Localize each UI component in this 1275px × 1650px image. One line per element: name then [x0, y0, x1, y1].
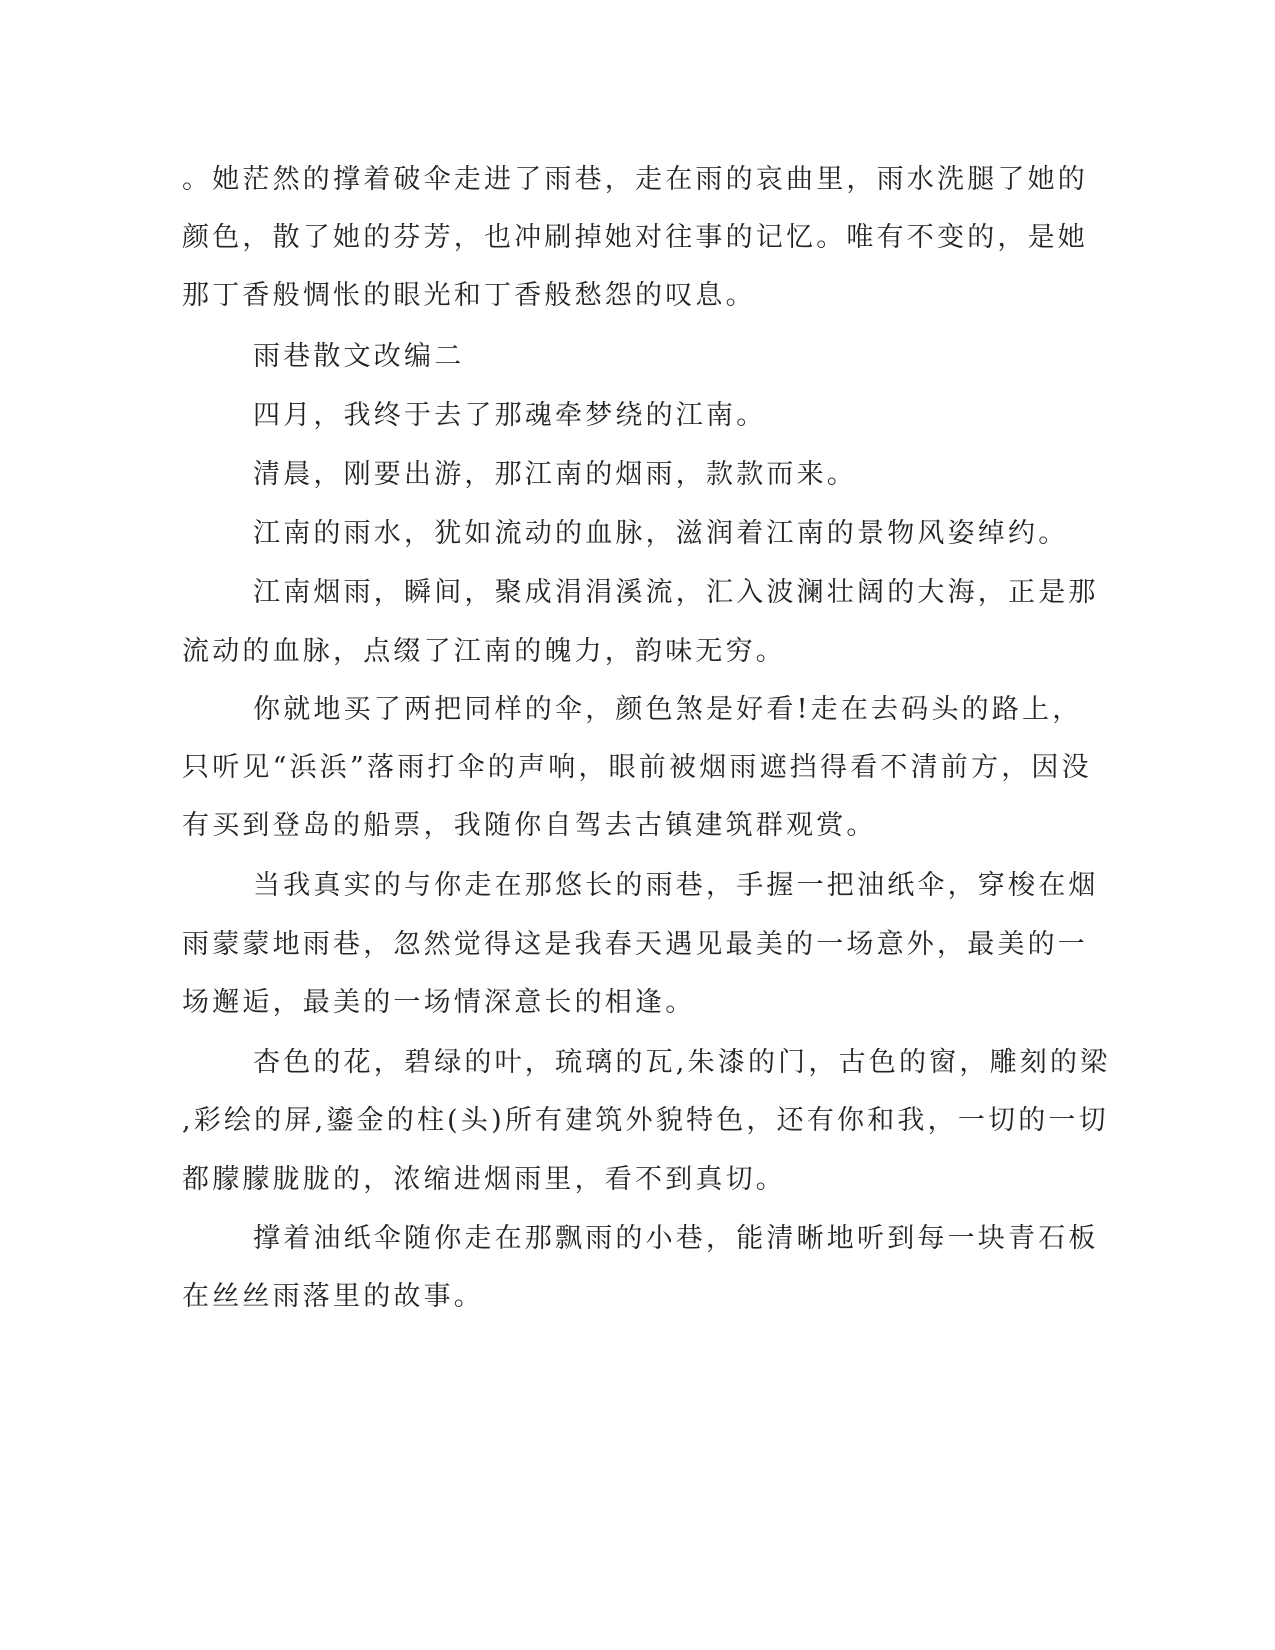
- text-line-7: 江南的雨水，犹如流动的血脉，滋润着江南的景物风姿绰约。: [253, 518, 1069, 549]
- text-line-1: 。她茫然的撑着破伞走进了雨巷，走在雨的哀曲里，雨水洗腿了她的: [182, 164, 1088, 195]
- text-line-2: 颜色，散了她的芬芳，也冲刷掉她对往事的记忆。唯有不变的，是她: [182, 222, 1088, 253]
- text-line-15: 场邂逅，最美的一场情深意长的相逢。: [182, 987, 696, 1018]
- text-line-9: 流动的血脉，点缀了江南的魄力，韵味无穷。: [182, 636, 786, 667]
- text-line-19: 撑着油纸伞随你走在那飘雨的小巷，能清晰地听到每一块青石板: [253, 1223, 1099, 1254]
- text-line-12: 有买到登岛的船票，我随你自驾去古镇建筑群观赏。: [182, 810, 877, 841]
- text-line-3: 那丁香般惆怅的眼光和丁香般愁怨的叹息。: [182, 280, 756, 311]
- text-line-20: 在丝丝雨落里的故事。: [182, 1281, 484, 1312]
- text-line-18: 都朦朦胧胧的，浓缩进烟雨里，看不到真切。: [182, 1164, 786, 1195]
- section-heading: 雨巷散文改编二: [253, 341, 465, 372]
- text-line-13: 当我真实的与你走在那悠长的雨巷，手握一把油纸伞，穿梭在烟: [253, 870, 1099, 901]
- text-line-16: 杏色的花，碧绿的叶，琉璃的瓦,朱漆的门，古色的窗，雕刻的梁: [253, 1047, 1111, 1078]
- text-line-10: 你就地买了两把同样的伞，颜色煞是好看!走在去码头的路上，: [253, 694, 1083, 725]
- text-line-6: 清晨，刚要出游，那江南的烟雨，款款而来。: [253, 459, 857, 490]
- text-line-17: ,彩绘的屏,鎏金的柱(头)所有建筑外貌特色，还有你和我，一切的一切: [182, 1105, 1109, 1136]
- text-line-5: 四月，我终于去了那魂牵梦绕的江南。: [253, 400, 767, 431]
- text-line-14: 雨蒙蒙地雨巷，忽然觉得这是我春天遇见最美的一场意外，最美的一: [182, 929, 1088, 960]
- text-line-8: 江南烟雨，瞬间，聚成涓涓溪流，汇入波澜壮阔的大海，正是那: [253, 577, 1099, 608]
- text-line-11: 只听见“浜浜”落雨打伞的声响，眼前被烟雨遮挡得看不清前方，因没: [182, 752, 1092, 783]
